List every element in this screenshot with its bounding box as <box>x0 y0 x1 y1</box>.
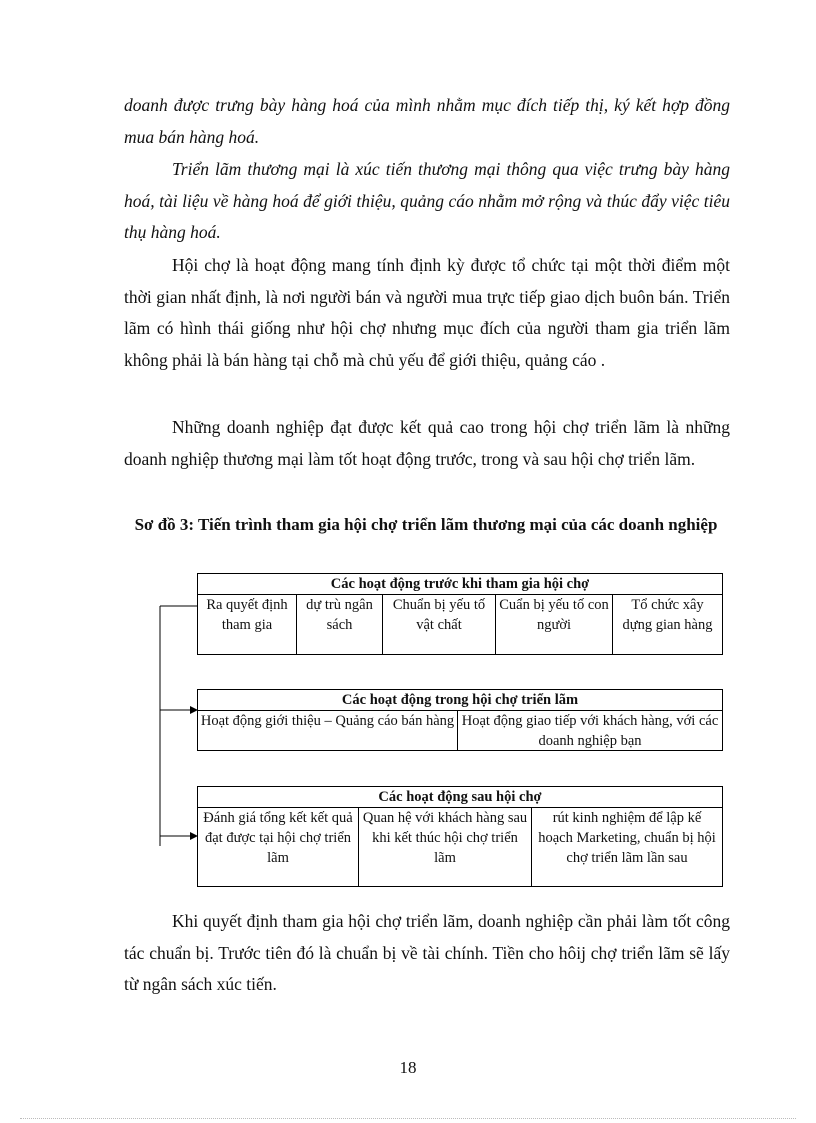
before-activities-box <box>197 573 723 655</box>
paragraph-2: Triển lãm thương mại là xúc tiến thương mại thông qua việc trưng bày hàng hoá, tài liệu về hàng hoá để giới thiệu, quảng cáo nhằm mở rộng và thúc đẩy việc tiêu thụ hàng hoá. <box>124 159 730 243</box>
paragraph-3: Hội chợ là hoạt động mang tính định kỳ được tổ chức tại một thời điểm một thời gian nhất định, là nơi người bán và người mua trực tiếp giao dịch buôn bán. Triển lãm có hình thái giống như hội chợ nhưng mục đích của người tham gia triển lãm không phải là bán hàng tại chỗ mà chủ yếu để giới thiệu, quảng cáo . <box>124 255 730 370</box>
before-item-material: Chuẩn bị yếu tố vật chất <box>383 595 496 654</box>
after-activities-title: Các hoạt động sau hội chợ <box>198 787 722 808</box>
after-item-customer-relations: Quan hệ với khách hàng sau khi kết thúc hội chợ triển lãm <box>359 808 532 886</box>
during-item-communication: Hoạt động giao tiếp với khách hàng, với các doanh nghiệp bạn <box>461 713 719 749</box>
during-activities-box <box>197 689 723 751</box>
before-item-budget: dự trù ngân sách <box>297 595 383 654</box>
during-item-promotion: Hoạt động giới thiệu – Quảng cáo bán hàng <box>198 711 458 750</box>
before-item-decide: Ra quyết định tham gia <box>198 595 297 654</box>
page-bottom-rule <box>20 1118 796 1119</box>
after-activities-box <box>197 786 723 887</box>
diagram-caption: Sơ đồ 3: Tiến trình tham gia hội chợ triển lãm thương mại của các doanh nghiệp <box>134 515 718 534</box>
page-number: 18 <box>399 1058 417 1077</box>
during-activities-title: Các hoạt động trong hội chợ triển lãm <box>198 690 722 711</box>
before-activities-title: Các hoạt động trước khi tham gia hội chợ <box>198 574 722 595</box>
before-item-booth: Tổ chức xây dựng gian hàng <box>622 597 713 633</box>
paragraph-4: Những doanh nghiệp đạt được kết quả cao trong hội chợ triển lãm là những doanh nghiệp thương mại làm tốt hoạt động trước, trong và sau hội chợ triển lãm. <box>124 417 730 469</box>
before-item-people: Cuẩn bị yếu tố con người <box>496 595 613 654</box>
after-item-lessons: rút kinh nghiệm để lập kế hoạch Marketing, chuẩn bị hội chợ triển lãm lần sau <box>538 810 716 866</box>
paragraph-1: doanh được trưng bày hàng hoá của mình nhằm mục đích tiếp thị, ký kết hợp đồng mua bán hàng hoá. <box>124 95 730 147</box>
paragraph-5: Khi quyết định tham gia hội chợ triển lãm, doanh nghiệp cần phải làm tốt công tác chuẩn bị. Trước tiên đó là chuẩn bị về tài chính. Tiền cho hôij chợ triển lãm sẽ lấy từ ngân sách xúc tiến. <box>124 911 730 995</box>
after-item-evaluation: Đánh giá tổng kết kết quả đạt được tại hội chợ triển lãm <box>198 808 359 886</box>
